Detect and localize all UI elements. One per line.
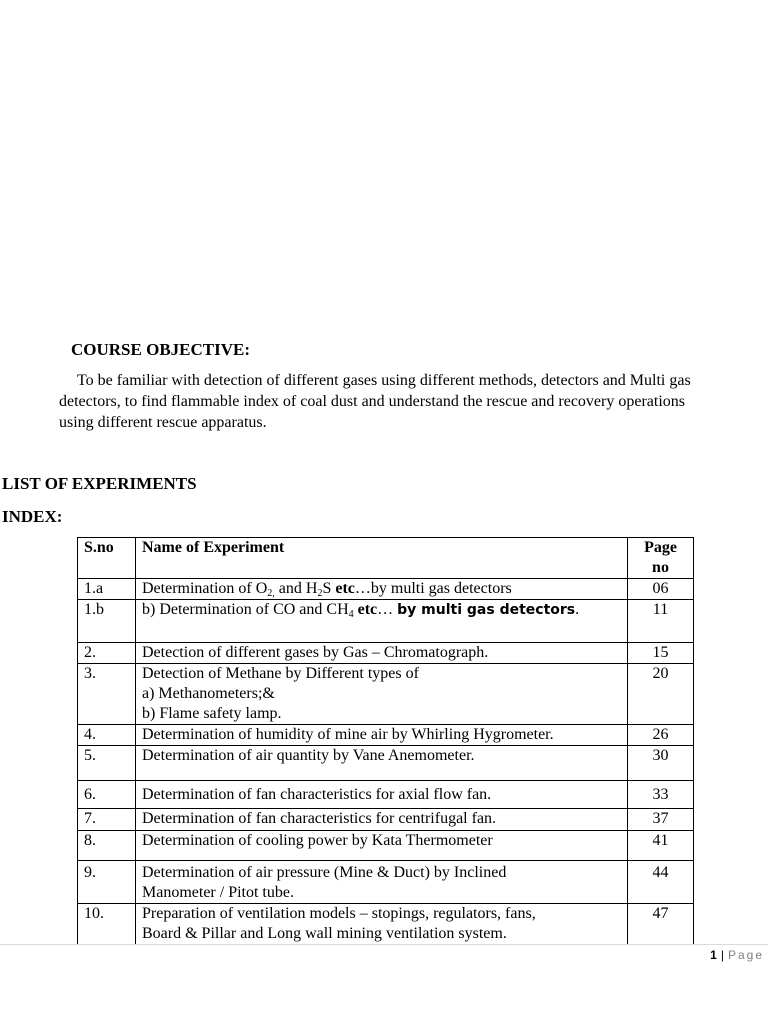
row-name: Detection of different gases by Gas – Chromatograph.	[136, 643, 628, 664]
subscript: 2	[317, 588, 323, 599]
row-page: 47	[628, 904, 694, 945]
row-sno: 6.	[78, 781, 136, 809]
table-row	[78, 781, 694, 809]
table-row	[78, 600, 694, 643]
row-sno: 9.	[78, 861, 136, 904]
list-of-experiments-heading: LIST OF EXPERIMENTS	[2, 474, 197, 493]
name-line: b) Flame safety lamp.	[142, 705, 282, 722]
row-name	[136, 600, 628, 643]
table-row	[78, 809, 694, 831]
footer-divider	[0, 944, 768, 945]
name-part-bold: etc	[357, 601, 378, 618]
name-part: …by multi gas detectors	[354, 580, 512, 597]
index-heading: INDEX:	[2, 507, 63, 526]
header-sno: S.no	[78, 538, 136, 579]
subscript: 2,	[267, 588, 275, 599]
row-name	[136, 579, 628, 600]
course-objective-body: To be familiar with detection of different gases using different methods, detectors and Multi gas detectors, to find flammable index of coal dust and understand the rescue and recovery operations using different rescue apparatus.	[59, 372, 691, 431]
row-name: Determination of fan characteristics for centrifugal fan.	[136, 809, 628, 831]
table-header-row	[78, 538, 694, 579]
subscript: 4	[348, 609, 354, 620]
name-part: .	[575, 601, 580, 618]
row-name	[136, 664, 628, 725]
row-sno: 8.	[78, 831, 136, 861]
page-number: 1	[710, 948, 718, 962]
table-row	[78, 746, 694, 781]
course-objective-heading: COURSE OBJECTIVE:	[71, 340, 251, 359]
table-row	[78, 904, 694, 945]
name-line: Manometer / Pitot tube.	[142, 884, 294, 901]
row-page: 33	[628, 781, 694, 809]
name-line: Preparation of ventilation models – stopings, regulators, fans,	[142, 905, 536, 922]
name-part: S	[322, 580, 336, 597]
row-page: 26	[628, 725, 694, 746]
name-line: a) Methanometers;&	[142, 685, 275, 702]
footer-separator: |	[720, 948, 725, 962]
row-name: Determination of cooling power by Kata Thermometer	[136, 831, 628, 861]
page-footer	[710, 948, 764, 962]
row-page: 37	[628, 809, 694, 831]
row-name: Determination of air quantity by Vane Anemometer.	[136, 746, 628, 781]
row-name: Determination of humidity of mine air by Whirling Hygrometer.	[136, 725, 628, 746]
table-row	[78, 643, 694, 664]
row-sno: 10.	[78, 904, 136, 945]
row-sno: 7.	[78, 809, 136, 831]
row-sno: 3.	[78, 664, 136, 725]
table-row	[78, 725, 694, 746]
name-part: Determination of O	[142, 580, 268, 597]
name-part-bold: by multi gas detectors	[397, 602, 576, 618]
name-part: …	[377, 601, 398, 618]
row-page: 06	[628, 579, 694, 600]
row-sno: 5.	[78, 746, 136, 781]
name-part: b) Determination of CO and CH	[142, 601, 349, 618]
name-line: Board & Pillar and Long wall mining ventilation system.	[142, 925, 507, 942]
row-sno: 2.	[78, 643, 136, 664]
table-row	[78, 664, 694, 725]
row-page: 44	[628, 861, 694, 904]
row-name	[136, 904, 628, 945]
row-page: 20	[628, 664, 694, 725]
name-line: Detection of Methane by Different types of	[142, 665, 419, 682]
header-page-line1: Page	[644, 539, 677, 556]
row-sno: 1.a	[78, 579, 136, 600]
row-sno: 1.b	[78, 600, 136, 643]
row-page: 15	[628, 643, 694, 664]
name-line: Determination of air pressure (Mine & Duct) by Inclined	[142, 864, 507, 881]
header-page-line2: no	[652, 559, 669, 576]
row-page: 11	[628, 600, 694, 643]
experiments-table	[77, 537, 694, 945]
course-objective-text	[59, 370, 709, 433]
name-part: and H	[274, 580, 318, 597]
table-row	[78, 579, 694, 600]
table-row	[78, 831, 694, 861]
header-name: Name of Experiment	[136, 538, 628, 579]
row-sno: 4.	[78, 725, 136, 746]
header-page	[628, 538, 694, 579]
row-name	[136, 861, 628, 904]
table-row	[78, 861, 694, 904]
row-name: Determination of fan characteristics for axial flow fan.	[136, 781, 628, 809]
row-page: 41	[628, 831, 694, 861]
name-part-bold: etc	[335, 580, 355, 597]
footer-page-label: Page	[727, 948, 764, 962]
row-page: 30	[628, 746, 694, 781]
